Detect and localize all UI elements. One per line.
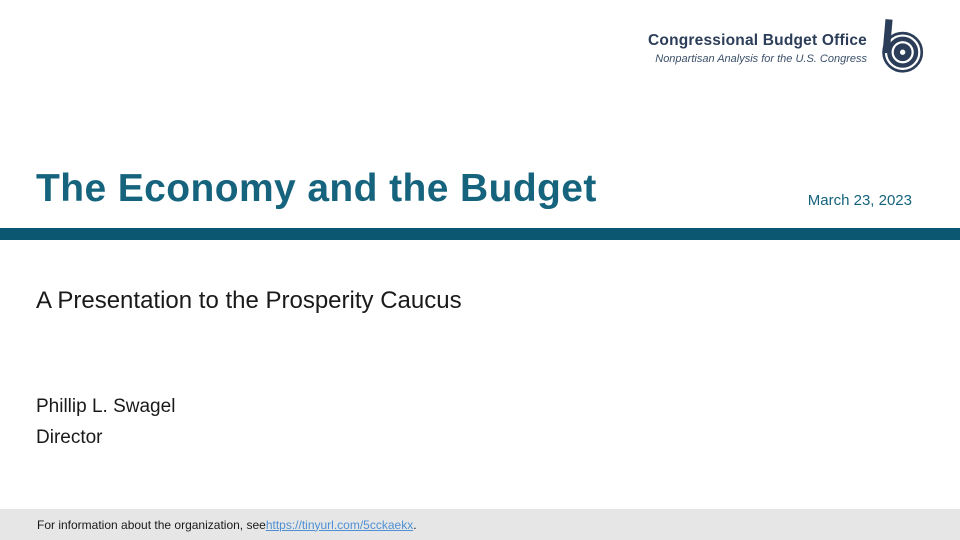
- logo-org-name: Congressional Budget Office: [648, 32, 867, 49]
- slide-date: March 23, 2023: [807, 192, 912, 209]
- cbo-logo-icon: [876, 17, 924, 75]
- presenter-block: [36, 391, 175, 453]
- divider-bar: [0, 228, 960, 240]
- footer: [0, 509, 960, 540]
- footer-link[interactable]: https://tinyurl.com/5cckaekx: [265, 517, 414, 532]
- cbo-logo-text: [648, 17, 867, 65]
- cbo-logo: [648, 17, 924, 75]
- footer-text-suffix: .: [413, 517, 417, 532]
- slide-subtitle: A Presentation to the Prosperity Caucus: [36, 287, 462, 314]
- presenter-role: Director: [36, 427, 103, 448]
- footer-text: For information about the organization, see: [37, 517, 266, 532]
- presenter-name: Phillip L. Swagel: [36, 396, 176, 417]
- logo-tagline: Nonpartisan Analysis for the U.S. Congress: [655, 53, 867, 65]
- slide-title: The Economy and the Budget: [36, 167, 597, 210]
